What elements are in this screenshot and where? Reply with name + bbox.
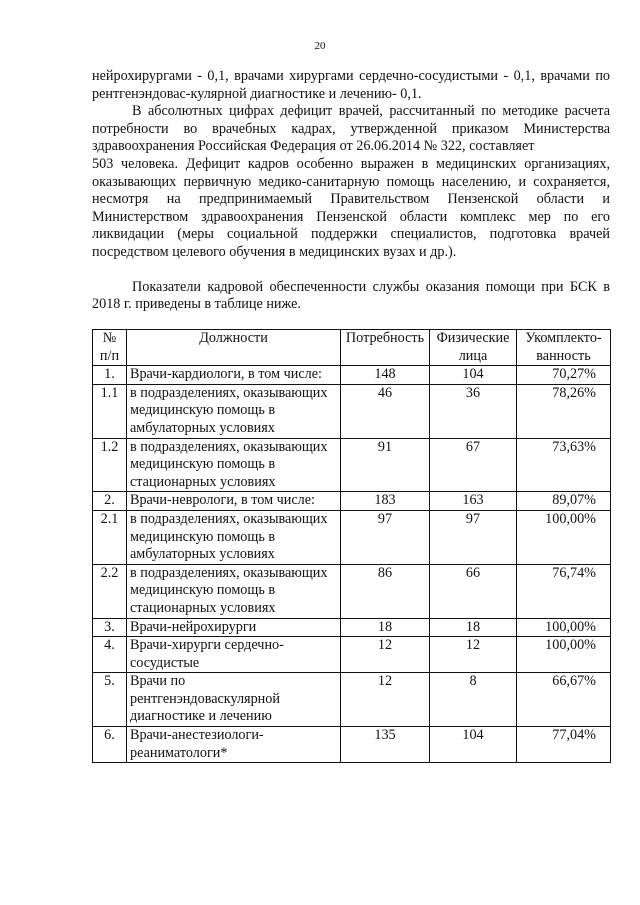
table-row	[93, 637, 611, 673]
row-need: 12	[341, 637, 430, 673]
row-number: 2.2	[93, 564, 127, 618]
row-position: Врачи-неврологи, в том числе:	[127, 492, 341, 511]
row-need: 91	[341, 438, 430, 492]
table-body	[93, 366, 611, 763]
table-row	[93, 618, 611, 637]
row-number: 1.1	[93, 384, 127, 438]
row-number: 1.2	[93, 438, 127, 492]
table-row	[93, 510, 611, 564]
row-need: 12	[341, 673, 430, 727]
row-need: 18	[341, 618, 430, 637]
row-position: Врачи-нейрохирурги	[127, 618, 341, 637]
header-position: Должности	[127, 330, 341, 366]
row-number: 2.	[93, 492, 127, 511]
row-need: 86	[341, 564, 430, 618]
paragraph-2: В абсолютных цифрах дефицит врачей, рассчитанный по методике расчета потребности во врачебных кадрах, утвержденной приказом Министерства здравоохранения Российская Федерация от 26.06.2014 № 322, составляет	[92, 103, 610, 155]
row-position: в подразделениях, оказывающих медицинскую помощь в амбулаторных условиях	[127, 510, 341, 564]
row-rate: 100,00%	[517, 618, 611, 637]
row-position: Врачи-хирурги сердечно-сосудистые	[127, 637, 341, 673]
header-num: № п/п	[93, 330, 127, 366]
table-row	[93, 366, 611, 385]
table-row	[93, 438, 611, 492]
row-number: 1.	[93, 366, 127, 385]
row-need: 97	[341, 510, 430, 564]
staffing-table	[92, 329, 611, 763]
table-row	[93, 492, 611, 511]
row-actual: 104	[430, 727, 517, 763]
row-actual: 163	[430, 492, 517, 511]
paragraph-1: нейрохирургами - 0,1, врачами хирургами сердечно-сосудистыми - 0,1, врачами по рентгенэндовас-кулярной диагностике и лечению- 0,1.	[92, 68, 610, 102]
page-number: 20	[314, 40, 326, 52]
row-rate: 78,26%	[517, 384, 611, 438]
paragraph-4: Показатели кадровой обеспеченности службы оказания помощи при БСК в 2018 г. приведены в таблице ниже.	[92, 278, 610, 313]
table-row	[93, 564, 611, 618]
row-position: в подразделениях, оказывающих медицинскую помощь в амбулаторных условиях	[127, 384, 341, 438]
row-position: Врачи по рентгенэндоваскулярной диагностике и лечению	[127, 673, 341, 727]
row-rate: 77,04%	[517, 727, 611, 763]
body-text	[92, 68, 610, 314]
table-row	[93, 727, 611, 763]
row-rate: 73,63%	[517, 438, 611, 492]
paragraph-gap	[92, 262, 610, 279]
row-need: 135	[341, 727, 430, 763]
row-need: 46	[341, 384, 430, 438]
row-rate: 100,00%	[517, 510, 611, 564]
row-position: в подразделениях, оказывающих медицинскую помощь в стационарных условиях	[127, 438, 341, 492]
row-position: Врачи-кардиологи, в том числе:	[127, 366, 341, 385]
row-number: 3.	[93, 618, 127, 637]
row-number: 2.1	[93, 510, 127, 564]
row-number: 4.	[93, 637, 127, 673]
row-position: в подразделениях, оказывающих медицинскую помощь в стационарных условиях	[127, 564, 341, 618]
row-rate: 100,00%	[517, 637, 611, 673]
row-rate: 76,74%	[517, 564, 611, 618]
row-actual: 67	[430, 438, 517, 492]
row-need: 183	[341, 492, 430, 511]
row-actual: 36	[430, 384, 517, 438]
row-actual: 66	[430, 564, 517, 618]
table-row	[93, 673, 611, 727]
row-actual: 18	[430, 618, 517, 637]
row-need: 148	[341, 366, 430, 385]
row-position: Врачи-анестезиологи-реаниматологи*	[127, 727, 341, 763]
row-rate: 89,07%	[517, 492, 611, 511]
row-actual: 104	[430, 366, 517, 385]
table-header-row	[93, 330, 611, 366]
row-actual: 97	[430, 510, 517, 564]
row-actual: 8	[430, 673, 517, 727]
header-actual: Физические лица	[430, 330, 517, 366]
row-number: 5.	[93, 673, 127, 727]
row-number: 6.	[93, 727, 127, 763]
header-need: Потребность	[341, 330, 430, 366]
header-rate: Укомплекто-ванность	[517, 330, 611, 366]
row-actual: 12	[430, 637, 517, 673]
paragraph-3: 503 человека. Дефицит кадров особенно выражен в медицинских организациях, оказывающих первичную медико-санитарную помощь населению, и сохраняется, несмотря на предпринимаемый Правительством Пензенской области и Министерством здравоохранения Пензенской области комплекс мер по его ликвидации (меры социальной поддержки специалистов, подготовка врачей посредством целевого обучения в медицинских вузах и др.).	[92, 155, 610, 260]
row-rate: 70,27%	[517, 366, 611, 385]
table-row	[93, 384, 611, 438]
row-rate: 66,67%	[517, 673, 611, 727]
